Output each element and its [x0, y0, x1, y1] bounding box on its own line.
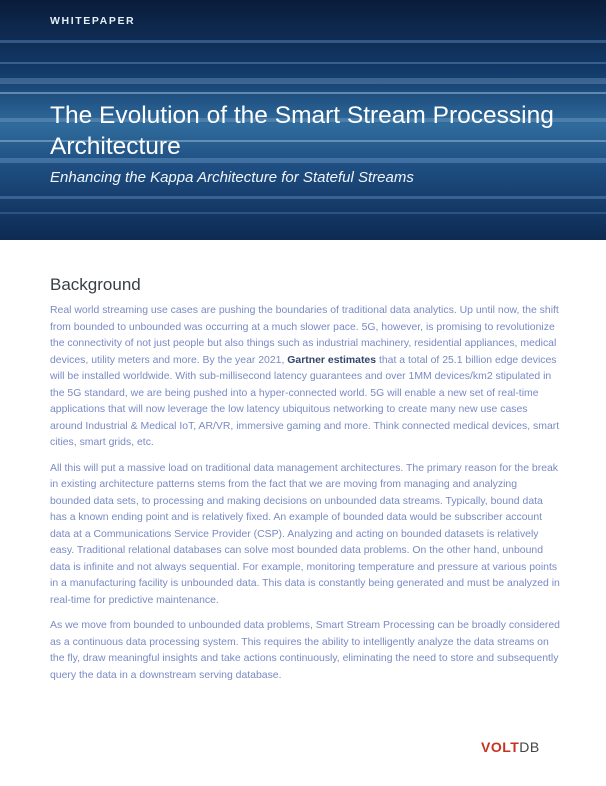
- paragraph-3: As we move from bounded to unbounded data problems, Smart Stream Processing can be broadly considered as a continuous data processing system. This requires the ability to intelligently analyze the data streams on the fly, draw meaningful insights and take actions continuously, eliminating the need to store and subsequently query the data in a downstream serving database.: [50, 620, 560, 681]
- gartner-estimates-link[interactable]: Gartner estimates: [287, 354, 377, 366]
- paragraph-1-text-a: Real world streaming use cases are pushing the boundaries of traditional data analytics. Up until now, the shift from bounded to unbounded was occurring at a much slower pace. 5G, however, is promising to revolutionize the connectivity of not just people but also things such as industrial machinery, residential appliances, medical devices, utility meters and more. By the year 2021,: [50, 305, 559, 366]
- document-subtitle: Enhancing the Kappa Architecture for Stateful Streams: [50, 169, 414, 186]
- document-title: The Evolution of the Smart Stream Processing Architecture: [50, 102, 554, 160]
- document-type-label: WHITEPAPER: [50, 15, 136, 27]
- voltdb-logo: [481, 739, 540, 755]
- header-banner: [0, 0, 606, 240]
- logo-db: DB: [519, 739, 540, 755]
- logo-volt: VOLT: [481, 739, 520, 755]
- section-heading: Background: [50, 275, 141, 294]
- paragraph-1-text-b: that a total of 25.1 billion edge devices will be installed worldwide. With sub-millisecond latency guarantees and over 1MM devices/km2 stipulated in the 5G standard, we are being pushed into a hyper-connected world. 5G will enable a new set of real-time applications that will now leverage the low latency ubiquitous networking to create many new use cases around Industrial & Medical IoT, AR/VR, immersive gaming and more. Think connected medical devices, smart cities, smart grids, etc.: [50, 354, 560, 448]
- paragraph-2: All this will put a massive load on traditional data management architectures. The primary reason for the break in existing architecture patterns stems from the fact that we are moving from managing and analyzing bounded data sets, to processing and making decisions on unbounded data streams. Typically, bound data has a known ending point and is relatively fixed. An example of bounded data would be subscriber account data at a Communications Service Provider (CSP). Analyzing and acting on bounded datasets is relatively easy. Traditional relational databases can solve most bounded data problems. On the other hand, unbound data is infinite and not always sequential. For example, monitoring temperature and pressure at various points in a manufacturing facility is unbounded data. This data is constantly being generated and must be analyzed in real-time for predictive maintenance.: [50, 462, 560, 606]
- main-content: [50, 275, 560, 693]
- paragraph-1: [50, 303, 560, 452]
